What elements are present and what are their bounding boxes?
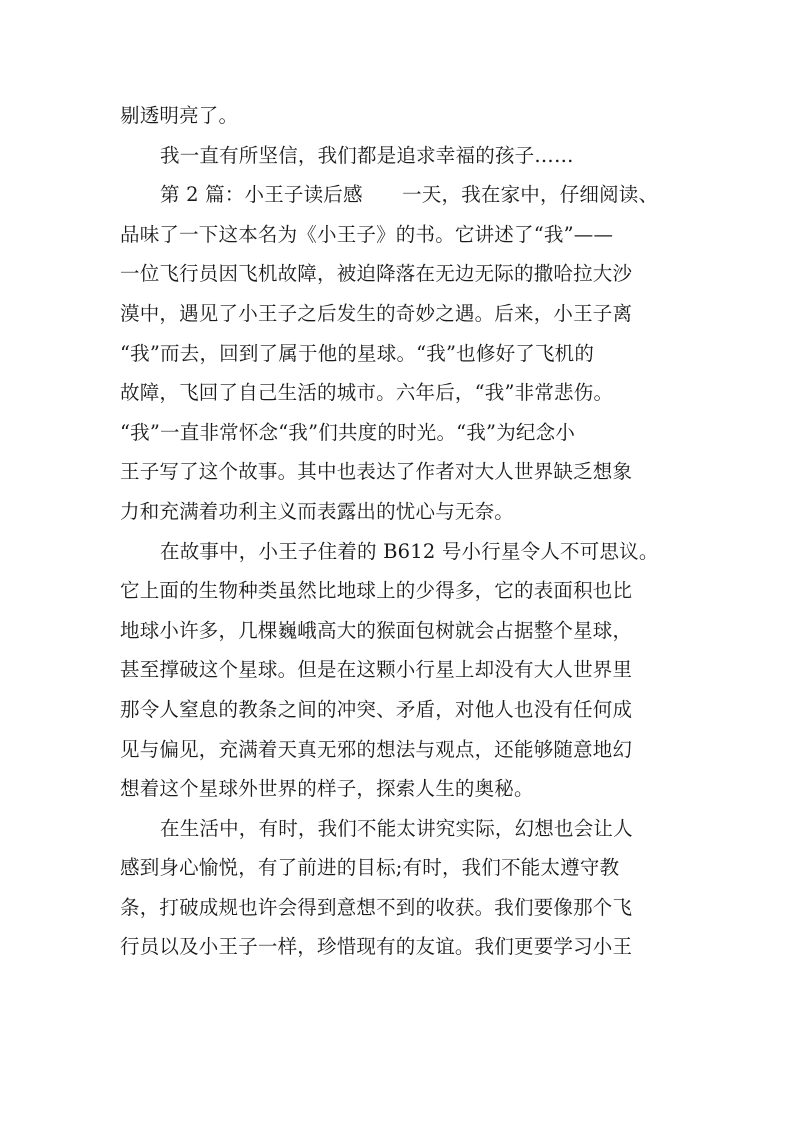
text-line: 在生活中，有时，我们不能太讲究实际，幻想也会让人 <box>160 816 633 840</box>
text-line: 地球小许多，几棵巍峨高大的猴面包树就会占据整个星球， <box>120 618 633 642</box>
text-line: 那令人窒息的教条之间的冲突、矛盾，对他人也没有任何成 <box>120 697 633 721</box>
text-line: 品味了一下这本名为《小王子》的书。它讲述了“我”—— <box>120 222 614 246</box>
text-line: 一位飞行员因飞机故障，被迫降落在无边无际的撒哈拉大沙 <box>120 262 633 286</box>
text-line: 见与偏见，充满着天真无邪的想法与观点，还能够随意地幻 <box>120 737 633 761</box>
text-line: 我一直有所坚信，我们都是追求幸福的孩子…… <box>160 143 574 167</box>
text-line: 漠中，遇见了小王子之后发生的奇妙之遇。后来，小王子离 <box>120 301 633 325</box>
text-line: 甚至撑破这个星球。但是在这颗小行星上却没有大人世界里 <box>120 658 633 682</box>
text-line: 行员以及小王子一样，珍惜现有的友谊。我们更要学习小王 <box>120 935 633 959</box>
text-line: 王子写了这个故事。其中也表达了作者对大人世界缺乏想象 <box>120 460 633 484</box>
text-line: 它上面的生物种类虽然比地球上的少得多，它的表面积也比 <box>120 579 633 603</box>
text-line: 想着这个星球外世界的样子，探索人生的奥秘。 <box>120 777 534 801</box>
text-line: “我”一直非常怀念“我”们共度的时光。“我”为纪念小 <box>120 420 576 444</box>
text-line: 条，打破成规也许会得到意想不到的收获。我们要像那个飞 <box>120 895 633 919</box>
text-line: 感到身心愉悦，有了前进的目标;有时，我们不能太遵守教 <box>120 856 620 880</box>
document-body <box>120 96 680 967</box>
text-line: 剔透明亮了。 <box>120 104 239 127</box>
text-line: 故障，飞回了自己生活的城市。六年后，“我”非常悲伤。 <box>120 381 614 405</box>
text-line: “我”而去，回到了属于他的星球。“我”也修好了飞机的 <box>120 341 595 365</box>
text-line: 在故事中，小王子住着的 B612 号小行星令人不可思议。 <box>160 539 659 563</box>
text-line: 力和充满着功利主义而表露出的忧心与无奈。 <box>120 499 515 523</box>
text-line: 第 2 篇：小王子读后感 一天，我在家中，仔细阅读、 <box>160 183 659 207</box>
